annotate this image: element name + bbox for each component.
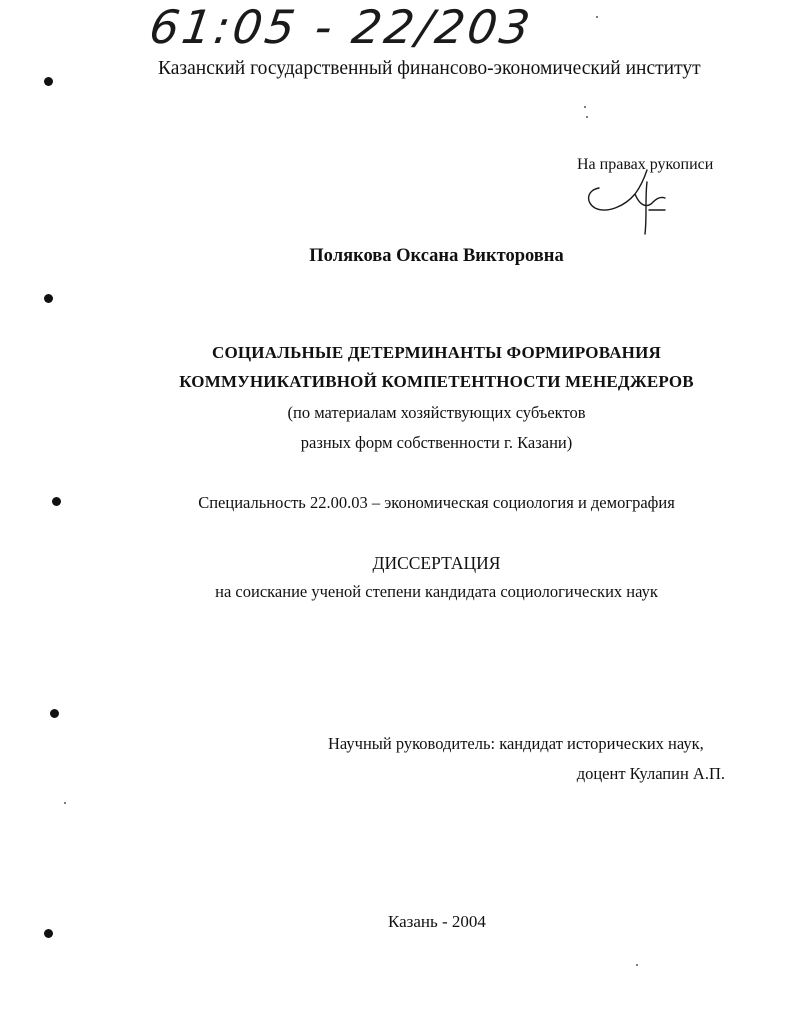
manuscript-note: На правах рукописи [577,156,714,173]
specialty-line: Специальность 22.00.03 – экономическая социология и демография [198,493,675,512]
punch-hole-3 [52,497,61,506]
scan-speck [596,16,598,18]
subtitle-line-2: разных форм собственности г. Казани) [300,433,573,452]
city-year: Казань - 2004 [388,912,486,931]
title-line-1: СОЦИАЛЬНЫЕ ДЕТЕРМИНАНТЫ ФОРМИРОВАНИЯ [211,343,662,362]
subtitle-line-1: (по материалам хозяйствующих субъектов [287,403,586,422]
scan-speck [586,116,588,118]
scan-speck [584,106,586,108]
scan-speck [636,964,638,966]
punch-hole-5 [44,929,53,938]
author-name: Полякова Оксана Викторовна [309,246,564,266]
title-line-2: КОММУНИКАТИВНОЙ КОМПЕТЕНТНОСТИ МЕНЕДЖЕРОВ [179,372,694,391]
supervisor-line-2: доцент Кулапин А.П. [576,764,725,783]
punch-hole-1 [44,77,53,86]
dissertation-heading: ДИССЕРТАЦИЯ [372,553,501,573]
punch-hole-4 [50,709,59,718]
scan-speck [64,802,66,804]
supervisor-line-1: Научный руководитель: кандидат исторических наук, [328,734,704,753]
institute-name: Казанский государственный финансово-экономический институт [158,58,701,79]
signature-mark [585,168,675,236]
archive-code: 61:05 - 22/203 [146,0,537,54]
punch-hole-2 [44,294,53,303]
dissertation-subheading: на соискание ученой степени кандидата социологических наук [215,582,658,601]
